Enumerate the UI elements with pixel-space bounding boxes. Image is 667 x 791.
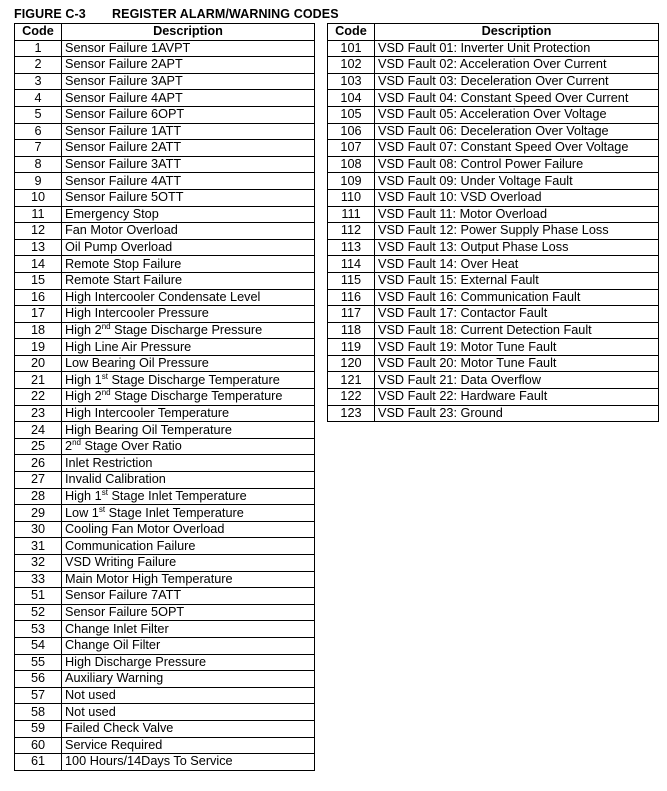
table-row bbox=[15, 322, 315, 339]
code-cell: 28 bbox=[15, 488, 62, 505]
right-table-body bbox=[328, 40, 659, 422]
code-cell: 4 bbox=[15, 90, 62, 107]
table-row bbox=[15, 206, 315, 223]
description-text: High 1 bbox=[65, 488, 102, 503]
description-column-header: Description bbox=[62, 24, 315, 41]
table-row bbox=[15, 106, 315, 123]
code-cell: 20 bbox=[15, 355, 62, 372]
description-text: High 2 bbox=[65, 389, 102, 404]
code-cell: 6 bbox=[15, 123, 62, 140]
description-cell: VSD Fault 23: Ground bbox=[375, 405, 659, 422]
code-cell: 8 bbox=[15, 156, 62, 173]
table-row bbox=[328, 189, 659, 206]
table-row bbox=[15, 621, 315, 638]
description-cell bbox=[62, 488, 315, 505]
table-row bbox=[328, 239, 659, 256]
description-cell: Cooling Fan Motor Overload bbox=[62, 521, 315, 538]
code-cell: 13 bbox=[15, 239, 62, 256]
description-cell: Not used bbox=[62, 704, 315, 721]
description-cell: Sensor Failure 5OPT bbox=[62, 604, 315, 621]
code-cell: 33 bbox=[15, 571, 62, 588]
ordinal-suffix: nd bbox=[72, 438, 81, 448]
table-row bbox=[15, 455, 315, 472]
description-cell: Invalid Calibration bbox=[62, 472, 315, 489]
description-cell: Main Motor High Temperature bbox=[62, 571, 315, 588]
table-row bbox=[15, 156, 315, 173]
code-cell: 57 bbox=[15, 687, 62, 704]
table-row bbox=[328, 73, 659, 90]
table-row bbox=[15, 189, 315, 206]
ordinal-suffix: st bbox=[101, 371, 108, 381]
code-cell: 61 bbox=[15, 754, 62, 771]
description-cell: Remote Start Failure bbox=[62, 272, 315, 289]
description-cell: Remote Stop Failure bbox=[62, 256, 315, 273]
table-row bbox=[15, 671, 315, 688]
description-cell: VSD Fault 22: Hardware Fault bbox=[375, 389, 659, 406]
figure-title bbox=[14, 7, 339, 21]
code-cell: 24 bbox=[15, 422, 62, 439]
description-cell: VSD Fault 14: Over Heat bbox=[375, 256, 659, 273]
table-row bbox=[15, 505, 315, 522]
description-cell: VSD Fault 07: Constant Speed Over Voltage bbox=[375, 140, 659, 157]
table-row bbox=[328, 123, 659, 140]
table-row bbox=[15, 687, 315, 704]
table-row bbox=[15, 57, 315, 74]
description-cell: High Bearing Oil Temperature bbox=[62, 422, 315, 439]
ordinal-suffix: nd bbox=[101, 322, 111, 331]
description-cell: High Intercooler Temperature bbox=[62, 405, 315, 422]
ordinal-suffix: st bbox=[101, 488, 108, 497]
code-cell: 119 bbox=[328, 339, 375, 356]
description-text: Stage Inlet Temperature bbox=[107, 488, 247, 503]
description-cell: Sensor Failure 3APT bbox=[62, 73, 315, 90]
table-row bbox=[15, 654, 315, 671]
code-cell: 17 bbox=[15, 306, 62, 323]
code-cell: 9 bbox=[15, 173, 62, 190]
table-row bbox=[15, 637, 315, 654]
code-cell: 27 bbox=[15, 472, 62, 489]
code-cell: 55 bbox=[15, 654, 62, 671]
code-cell: 23 bbox=[15, 405, 62, 422]
table-row bbox=[328, 372, 659, 389]
table-row bbox=[15, 538, 315, 555]
figure-number: FIGURE C-3 bbox=[14, 7, 86, 21]
table-row bbox=[15, 720, 315, 737]
table-header-row bbox=[328, 24, 659, 41]
code-cell: 2 bbox=[15, 57, 62, 74]
table-row bbox=[328, 156, 659, 173]
code-cell: 12 bbox=[15, 223, 62, 240]
code-cell: 105 bbox=[328, 106, 375, 123]
code-cell: 121 bbox=[328, 372, 375, 389]
code-cell: 16 bbox=[15, 289, 62, 306]
description-cell: VSD Writing Failure bbox=[62, 555, 315, 572]
code-cell: 112 bbox=[328, 223, 375, 240]
description-cell: Sensor Failure 4ATT bbox=[62, 173, 315, 190]
description-cell: VSD Fault 09: Under Voltage Fault bbox=[375, 173, 659, 190]
table-row bbox=[15, 123, 315, 140]
table-row bbox=[15, 256, 315, 273]
table-row bbox=[15, 372, 315, 389]
description-cell bbox=[62, 438, 315, 455]
table-row bbox=[15, 90, 315, 107]
description-cell: VSD Fault 20: Motor Tune Fault bbox=[375, 355, 659, 372]
table-row bbox=[328, 289, 659, 306]
ordinal-suffix: nd bbox=[101, 388, 111, 398]
description-cell: High Line Air Pressure bbox=[62, 339, 315, 356]
description-cell: Low Bearing Oil Pressure bbox=[62, 355, 315, 372]
description-cell: VSD Fault 15: External Fault bbox=[375, 272, 659, 289]
code-cell: 30 bbox=[15, 521, 62, 538]
description-cell bbox=[62, 389, 315, 406]
code-cell: 122 bbox=[328, 389, 375, 406]
description-cell: VSD Fault 05: Acceleration Over Voltage bbox=[375, 106, 659, 123]
code-cell: 117 bbox=[328, 306, 375, 323]
code-cell: 102 bbox=[328, 57, 375, 74]
code-cell: 51 bbox=[15, 588, 62, 605]
code-cell: 113 bbox=[328, 239, 375, 256]
table-row bbox=[15, 306, 315, 323]
code-column-header: Code bbox=[328, 24, 375, 41]
description-cell: VSD Fault 21: Data Overflow bbox=[375, 372, 659, 389]
code-cell: 11 bbox=[15, 206, 62, 223]
code-cell: 25 bbox=[15, 438, 62, 455]
code-cell: 29 bbox=[15, 505, 62, 522]
table-row bbox=[15, 604, 315, 621]
description-cell: Change Oil Filter bbox=[62, 637, 315, 654]
description-cell: Change Inlet Filter bbox=[62, 621, 315, 638]
description-cell: VSD Fault 16: Communication Fault bbox=[375, 289, 659, 306]
table-row bbox=[15, 239, 315, 256]
table-row bbox=[15, 438, 315, 455]
code-cell: 120 bbox=[328, 355, 375, 372]
code-cell: 22 bbox=[15, 389, 62, 406]
description-cell: Emergency Stop bbox=[62, 206, 315, 223]
description-cell: Sensor Failure 5OTT bbox=[62, 189, 315, 206]
code-cell: 107 bbox=[328, 140, 375, 157]
code-cell: 53 bbox=[15, 621, 62, 638]
table-row bbox=[328, 40, 659, 57]
description-text: High 1 bbox=[65, 372, 102, 387]
description-cell: Sensor Failure 7ATT bbox=[62, 588, 315, 605]
table-row bbox=[328, 306, 659, 323]
code-cell: 19 bbox=[15, 339, 62, 356]
left-table-body bbox=[15, 40, 315, 770]
table-row bbox=[15, 289, 315, 306]
description-cell: Sensor Failure 3ATT bbox=[62, 156, 315, 173]
code-cell: 58 bbox=[15, 704, 62, 721]
table-row bbox=[15, 140, 315, 157]
description-cell: VSD Fault 12: Power Supply Phase Loss bbox=[375, 223, 659, 240]
code-cell: 118 bbox=[328, 322, 375, 339]
description-cell: VSD Fault 17: Contactor Fault bbox=[375, 306, 659, 323]
description-cell: VSD Fault 10: VSD Overload bbox=[375, 189, 659, 206]
table-row bbox=[328, 106, 659, 123]
description-cell: VSD Fault 11: Motor Overload bbox=[375, 206, 659, 223]
description-cell: Sensor Failure 1AVPT bbox=[62, 40, 315, 57]
table-row bbox=[328, 322, 659, 339]
description-cell: Fan Motor Overload bbox=[62, 223, 315, 240]
code-cell: 106 bbox=[328, 123, 375, 140]
table-row bbox=[15, 704, 315, 721]
table-row bbox=[15, 754, 315, 771]
description-cell: Oil Pump Overload bbox=[62, 239, 315, 256]
description-cell: 100 Hours/14Days To Service bbox=[62, 754, 315, 771]
code-cell: 60 bbox=[15, 737, 62, 754]
description-cell: Service Required bbox=[62, 737, 315, 754]
code-cell: 15 bbox=[15, 272, 62, 289]
code-cell: 14 bbox=[15, 256, 62, 273]
description-cell: VSD Fault 06: Deceleration Over Voltage bbox=[375, 123, 659, 140]
description-text: 2 bbox=[65, 439, 73, 454]
table-header-row bbox=[15, 24, 315, 41]
code-cell: 111 bbox=[328, 206, 375, 223]
description-cell: Sensor Failure 2APT bbox=[62, 57, 315, 74]
code-cell: 21 bbox=[15, 372, 62, 389]
table-row bbox=[15, 588, 315, 605]
table-row bbox=[328, 90, 659, 107]
description-cell: Sensor Failure 4APT bbox=[62, 90, 315, 107]
code-cell: 31 bbox=[15, 538, 62, 555]
description-cell: High Discharge Pressure bbox=[62, 654, 315, 671]
description-cell bbox=[62, 322, 315, 339]
code-cell: 3 bbox=[15, 73, 62, 90]
code-cell: 109 bbox=[328, 173, 375, 190]
table-row bbox=[15, 272, 315, 289]
table-row bbox=[328, 405, 659, 422]
code-cell: 7 bbox=[15, 140, 62, 157]
description-cell: Failed Check Valve bbox=[62, 720, 315, 737]
description-cell: Sensor Failure 6OPT bbox=[62, 106, 315, 123]
table-row bbox=[328, 389, 659, 406]
description-cell: Not used bbox=[62, 687, 315, 704]
table-row bbox=[15, 223, 315, 240]
table-row bbox=[328, 173, 659, 190]
table-row bbox=[15, 521, 315, 538]
code-cell: 110 bbox=[328, 189, 375, 206]
table-row bbox=[15, 571, 315, 588]
code-cell: 5 bbox=[15, 106, 62, 123]
description-text: Stage Discharge Temperature bbox=[107, 372, 280, 387]
description-text: Stage Over Ratio bbox=[80, 439, 182, 454]
table-row bbox=[15, 355, 315, 372]
code-cell: 123 bbox=[328, 405, 375, 422]
table-row bbox=[328, 223, 659, 240]
code-cell: 101 bbox=[328, 40, 375, 57]
table-row bbox=[15, 173, 315, 190]
table-row bbox=[328, 355, 659, 372]
code-cell: 59 bbox=[15, 720, 62, 737]
description-cell: VSD Fault 01: Inverter Unit Protection bbox=[375, 40, 659, 57]
description-cell: VSD Fault 02: Acceleration Over Current bbox=[375, 57, 659, 74]
table-row bbox=[15, 73, 315, 90]
figure-caption: REGISTER ALARM/WARNING CODES bbox=[112, 7, 339, 21]
code-cell: 114 bbox=[328, 256, 375, 273]
description-text: Stage Discharge Pressure bbox=[110, 322, 263, 337]
code-cell: 116 bbox=[328, 289, 375, 306]
description-cell: VSD Fault 18: Current Detection Fault bbox=[375, 322, 659, 339]
description-text: Low 1 bbox=[65, 505, 99, 520]
ordinal-suffix: st bbox=[98, 504, 106, 514]
code-cell: 26 bbox=[15, 455, 62, 472]
table-row bbox=[15, 488, 315, 505]
table-row bbox=[15, 40, 315, 57]
table-row bbox=[328, 57, 659, 74]
table-row bbox=[328, 206, 659, 223]
description-cell: High Intercooler Condensate Level bbox=[62, 289, 315, 306]
description-cell: Communication Failure bbox=[62, 538, 315, 555]
table-row bbox=[15, 472, 315, 489]
table-row bbox=[15, 389, 315, 406]
description-column-header: Description bbox=[375, 24, 659, 41]
table-row bbox=[15, 737, 315, 754]
description-cell bbox=[62, 505, 315, 522]
description-cell: Sensor Failure 1ATT bbox=[62, 123, 315, 140]
code-cell: 52 bbox=[15, 604, 62, 621]
code-cell: 103 bbox=[328, 73, 375, 90]
description-cell: Auxiliary Warning bbox=[62, 671, 315, 688]
description-cell: VSD Fault 03: Deceleration Over Current bbox=[375, 73, 659, 90]
code-column-header: Code bbox=[15, 24, 62, 41]
alarm-codes-table-left bbox=[14, 23, 315, 771]
description-cell: VSD Fault 13: Output Phase Loss bbox=[375, 239, 659, 256]
table-row bbox=[15, 405, 315, 422]
code-cell: 1 bbox=[15, 40, 62, 57]
description-cell: VSD Fault 08: Control Power Failure bbox=[375, 156, 659, 173]
table-row bbox=[328, 272, 659, 289]
description-cell: VSD Fault 19: Motor Tune Fault bbox=[375, 339, 659, 356]
description-cell bbox=[62, 372, 315, 389]
table-row bbox=[328, 140, 659, 157]
description-text: High 2 bbox=[65, 322, 102, 337]
table-row bbox=[328, 339, 659, 356]
description-cell: Sensor Failure 2ATT bbox=[62, 140, 315, 157]
alarm-codes-table-right bbox=[327, 23, 659, 422]
table-row bbox=[15, 422, 315, 439]
description-cell: VSD Fault 04: Constant Speed Over Current bbox=[375, 90, 659, 107]
description-cell: High Intercooler Pressure bbox=[62, 306, 315, 323]
code-cell: 108 bbox=[328, 156, 375, 173]
description-text: Stage Discharge Temperature bbox=[110, 389, 283, 404]
description-text: Stage Inlet Temperature bbox=[105, 505, 244, 520]
code-cell: 32 bbox=[15, 555, 62, 572]
code-cell: 56 bbox=[15, 671, 62, 688]
code-cell: 115 bbox=[328, 272, 375, 289]
table-row bbox=[328, 256, 659, 273]
table-row bbox=[15, 339, 315, 356]
code-cell: 10 bbox=[15, 189, 62, 206]
description-cell: Inlet Restriction bbox=[62, 455, 315, 472]
table-row bbox=[15, 555, 315, 572]
code-cell: 18 bbox=[15, 322, 62, 339]
code-cell: 54 bbox=[15, 637, 62, 654]
code-cell: 104 bbox=[328, 90, 375, 107]
